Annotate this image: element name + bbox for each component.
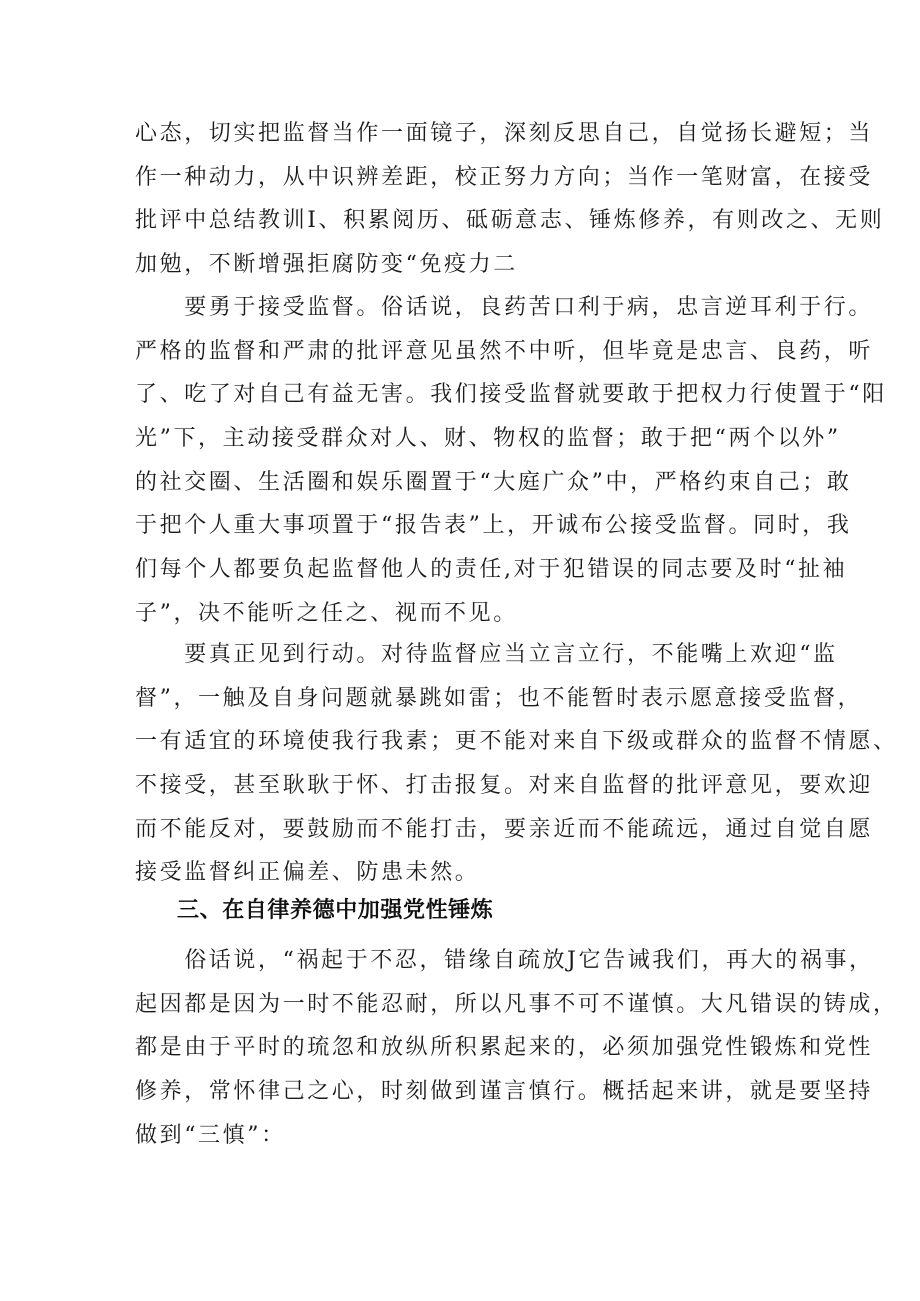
text-line: 做到“三慎”：	[135, 1122, 286, 1148]
text-line: 了、吃了对自己有益无害。我们接受监督就要敢于把权力行使置于“阳	[135, 382, 887, 408]
text-line: 修养，常怀律己之心，时刻做到谨言慎行。概括起来讲，就是要坚持	[135, 1079, 874, 1105]
paragraph-self-discipline	[135, 939, 898, 1157]
paragraph-take-action	[135, 633, 898, 895]
text-line: 要真正见到行动。对待监督应当立言立行，不能嘴上欢迎“监	[135, 642, 838, 667]
text-line: 俗话说，“祸起于不忍，错缘自疏放J它告诫我们，再大的祸事，	[135, 948, 874, 973]
text-line: 们每个人都要负起监督他人的责任,对于犯错误的同志要及时“扯袖	[135, 557, 848, 583]
text-line: 的社交圈、生活圈和娱乐圈置于“大庭广众”中，严格约束自己；敢	[135, 469, 852, 495]
text-line: 加勉，不断增强拒腐防变“免疫力二	[135, 252, 518, 278]
text-line: 不接受，甚至耿耿于怀、打击报复。对来自监督的批评意见，要欢迎	[135, 773, 874, 799]
text-line: 起因都是因为一时不能忍耐，所以凡事不可不谨慎。大凡错误的铸成，	[135, 991, 898, 1017]
text-line: 作一种动力，从中识辨差距，校正努力方向；当作一笔财富，在接受	[135, 164, 874, 190]
text-line: 督”，一触及自身问题就暴跳如雷；也不能暂时表示愿意接受监督，	[135, 685, 863, 711]
text-line: 心态，切实把监督当作一面镜子，深刻反思自己，自觉扬长避短；当	[135, 121, 874, 146]
text-line: 严格的监督和严肃的批评意见虽然不中听，但毕竟是忠言、良药，听	[135, 338, 874, 364]
text-line: 批评中总结教训I、积累阅历、砥砺意志、锤炼修养，有则改之、无则	[135, 208, 885, 234]
text-line: 而不能反对，要鼓励而不能打击，要亲近而不能疏远，通过自觉自愿	[135, 816, 874, 842]
text-line: 光”下，主动接受群众对人、财、物权的监督；敢于把“两个以外”	[135, 426, 841, 452]
text-line: 要勇于接受监督。俗话说，良药苦口利于病，忠言逆耳利于行。	[135, 295, 874, 320]
text-line: 于把个人重大事项置于“报告表”上，开诚布公接受监督。同时，我	[135, 513, 852, 539]
text-line: 一有适宜的环境使我行我素；更不能对来自下级或群众的监督不情愿、	[135, 729, 898, 755]
text-line: 都是由于平时的琉忽和放纵所积累起来的，必须加强党性锻炼和党性	[135, 1035, 874, 1061]
section-heading: 三、在自律养德中加强党性锤炼	[177, 898, 494, 923]
paragraph-accept-supervision	[135, 286, 887, 636]
paragraph-supervision-attitude	[135, 112, 885, 287]
text-line: 子”，决不能听之任之、视而不见。	[135, 600, 518, 626]
text-line: 接受监督纠正偏差、防患未然。	[135, 860, 480, 886]
